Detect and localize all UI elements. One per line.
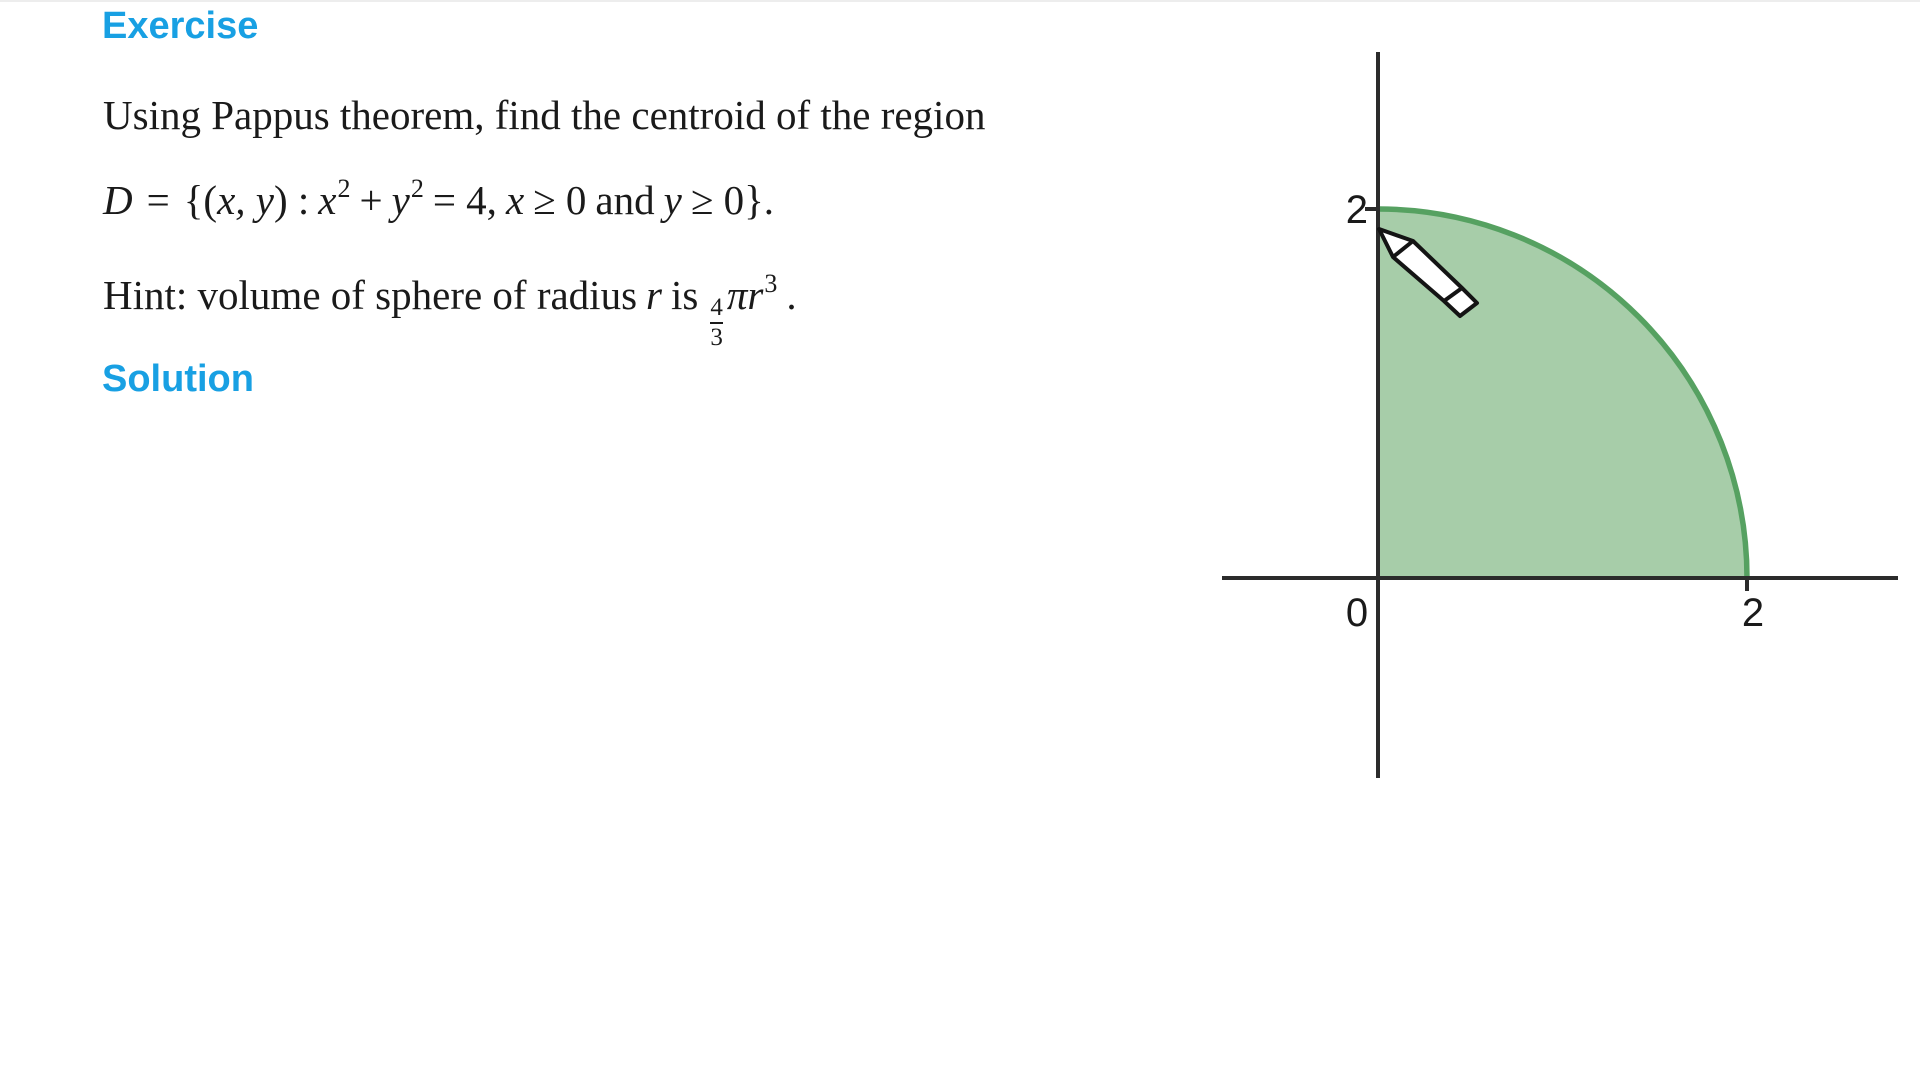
hint-period: . — [786, 272, 797, 318]
hint-fraction-numerator: 4 — [710, 294, 723, 321]
hint-fraction — [710, 295, 723, 352]
top-edge-divider — [0, 0, 1920, 2]
equation-lhs: D — [103, 177, 133, 223]
x-axis-tick-label: 2 — [1741, 591, 1765, 635]
hint-lead: Hint: volume of sphere of radius — [103, 272, 638, 318]
exercise-heading: Exercise — [102, 5, 259, 47]
equation-pair: x, y — [217, 177, 274, 223]
equation-conjunction: and — [595, 177, 655, 223]
equation-open: {( — [183, 177, 218, 223]
hint-variable: r — [646, 272, 662, 318]
solution-heading: Solution — [102, 358, 254, 400]
equation-cond1-var: x — [505, 177, 525, 223]
hint-fraction-denominator: 3 — [710, 324, 723, 352]
equation-term1-base: x — [318, 177, 337, 223]
hint-pi-term: πr — [726, 272, 764, 318]
equation-rel: = — [146, 177, 170, 223]
hint-verb: is — [671, 272, 699, 318]
equation-value: = 4, — [432, 177, 497, 223]
origin-label: 0 — [1345, 591, 1369, 635]
hint-line: Hint: volume of sphere of radius r is $\frac{4}{3}$ πr 3 . — [103, 269, 797, 352]
equation-close-colon: ) : — [273, 177, 310, 223]
equation-plus: + — [359, 177, 383, 223]
equation-end: }. — [744, 177, 775, 223]
equation-cond2-rest: ≥ 0 — [690, 177, 745, 223]
exercise-prompt: Using Pappus theorem, find the centroid of the region — [103, 92, 986, 138]
equation-cond2-var: y — [663, 177, 682, 223]
equation-line: D = {( x, y ) : x 2 + y 2 = 4, x ≥ 0 and y ≥ 0 }. — [103, 174, 775, 223]
y-axis-tick-label: 2 — [1345, 188, 1368, 232]
quarter-disk-figure — [1180, 40, 1920, 800]
equation-term2-base: y — [391, 177, 410, 223]
equation-cond1-rest: ≥ 0 — [533, 177, 587, 223]
